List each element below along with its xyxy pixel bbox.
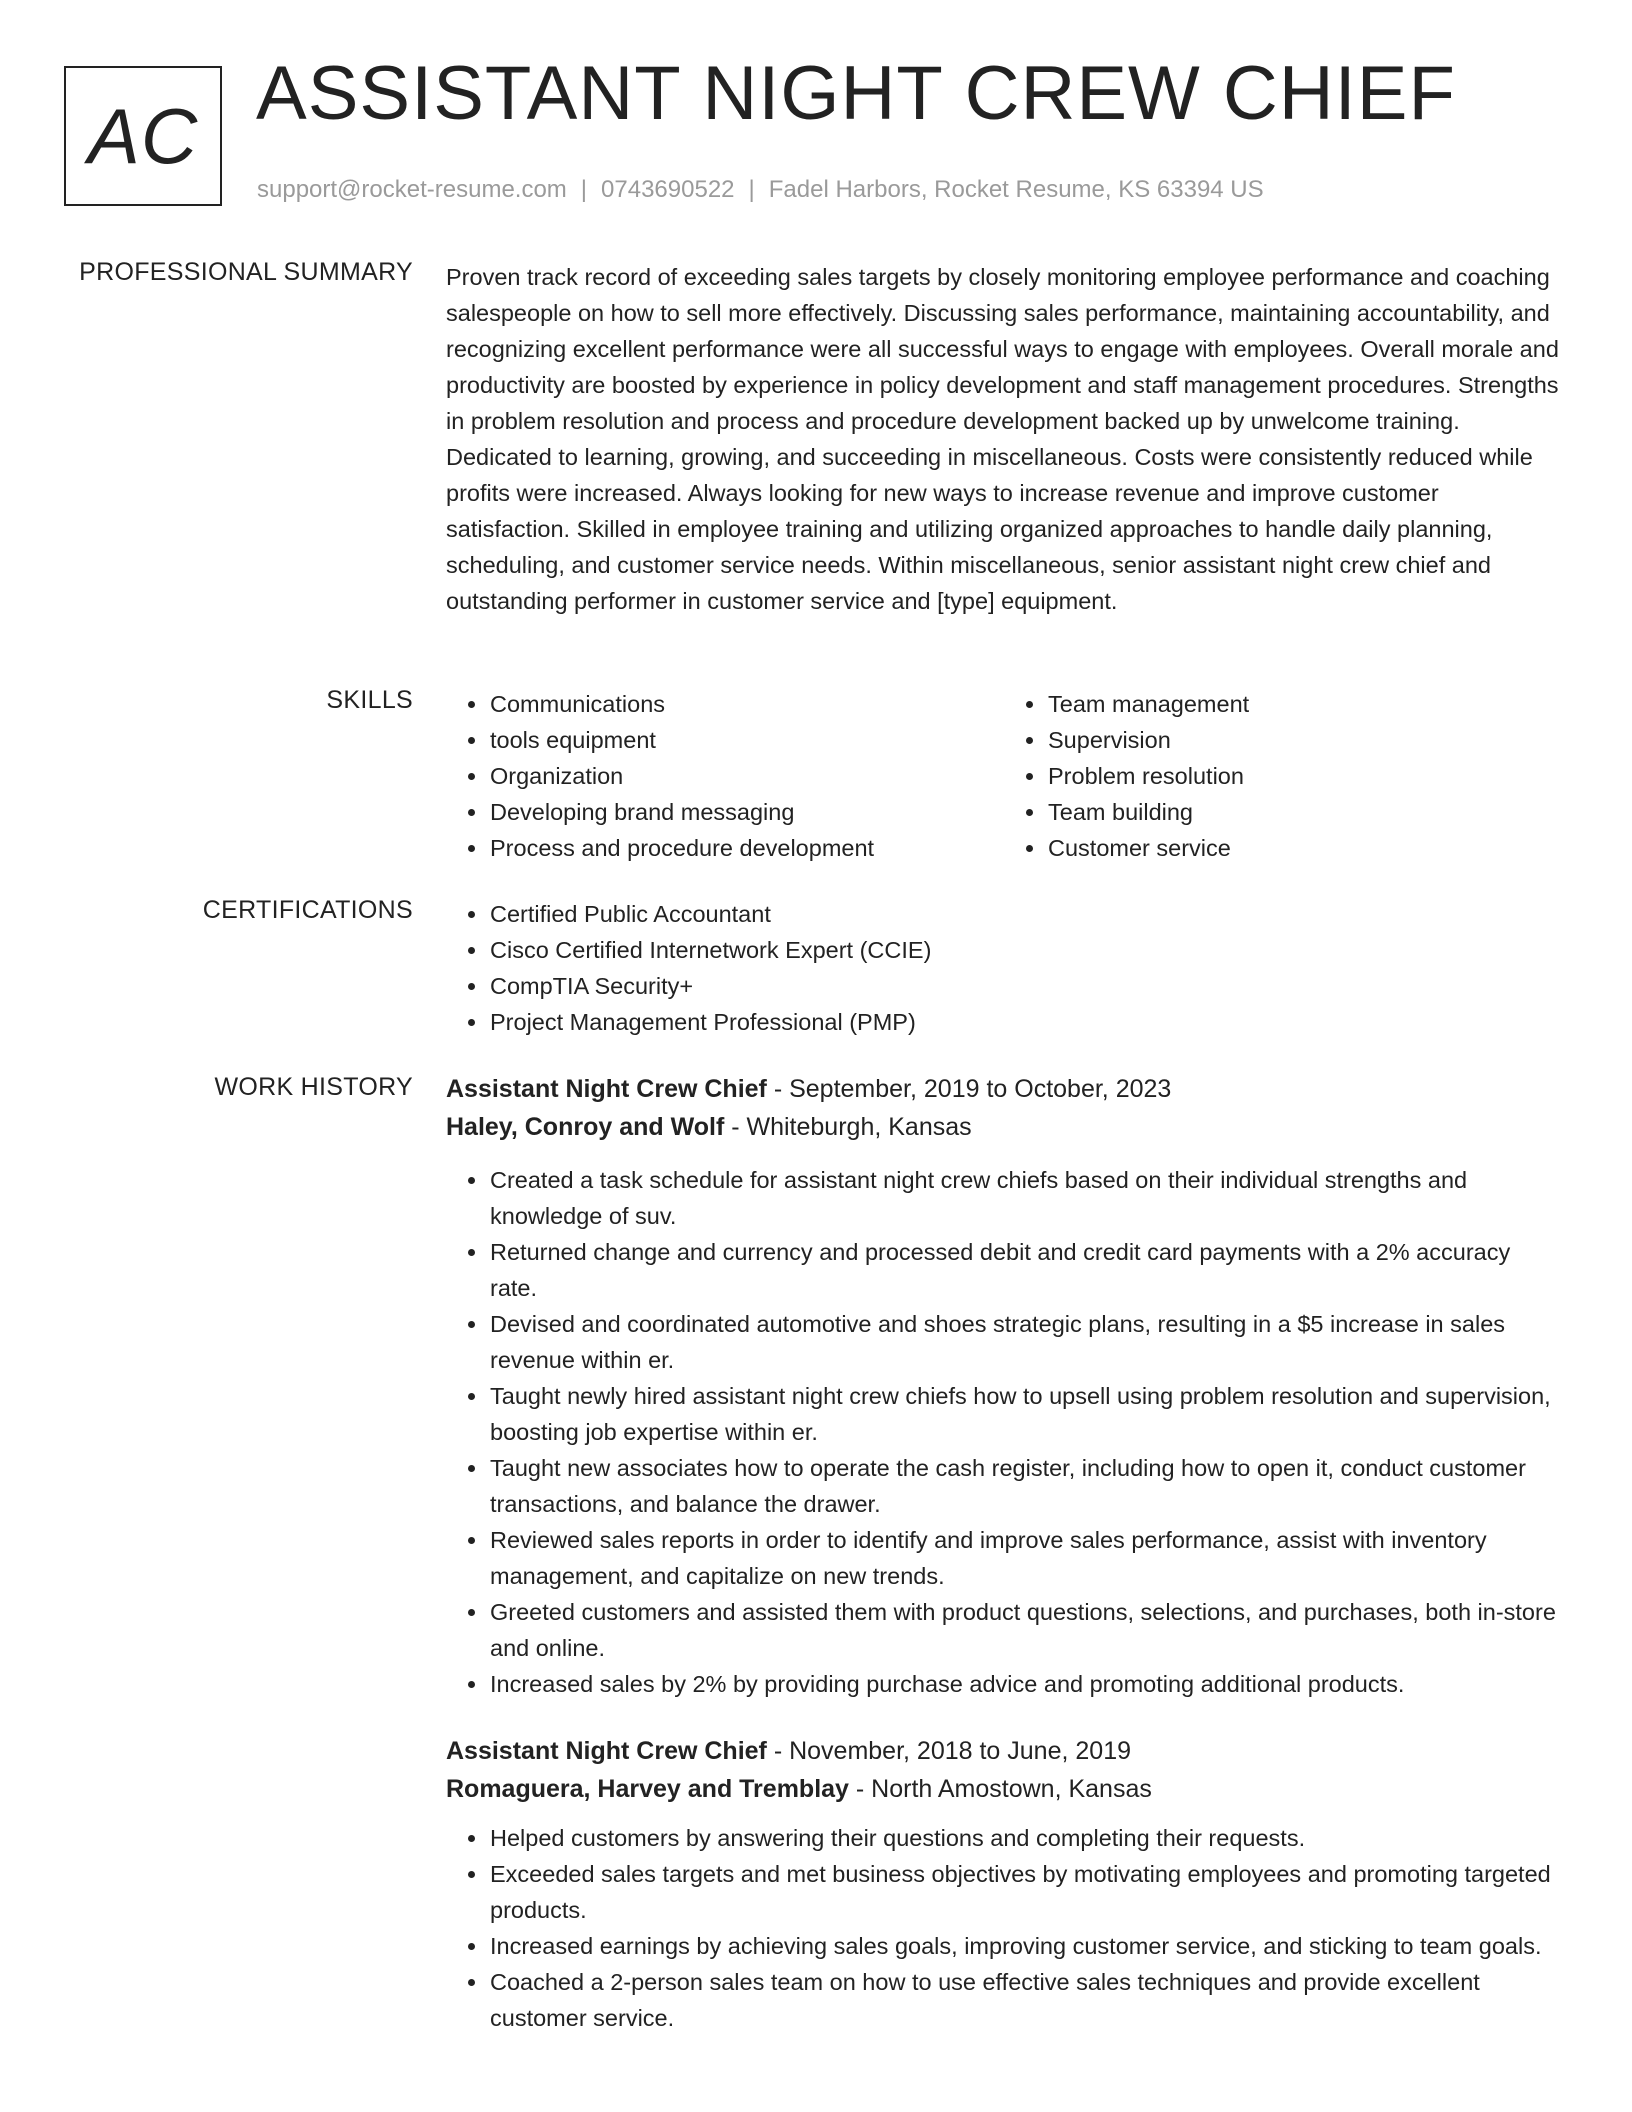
job-entry — [446, 1732, 1562, 2036]
job-bullet: • Increased sales by 2% by providing purchase advice and promoting additional products. — [489, 1666, 1562, 1702]
job-bullet: • Coached a 2-person sales team on how to use effective sales techniques and provide excellent customer service. — [489, 1964, 1562, 2036]
resume-name: ASSISTANT NIGHT CREW CHIEF — [256, 51, 1456, 136]
contact-address: Fadel Harbors, Rocket Resume, KS 63394 US — [768, 176, 1264, 203]
contact-email[interactable]: support@rocket-resume.com — [257, 176, 567, 203]
job-bullet: • Taught newly hired assistant night crew chiefs how to upsell using problem resolution and supervision, boosting job expertise within er. — [489, 1378, 1562, 1450]
skill-item: • Team building — [1047, 794, 1562, 830]
job-location: - North Amostown, Kansas — [848, 1775, 1152, 1803]
job-dates: - September, 2019 to October, 2023 — [766, 1075, 1172, 1103]
job-company-line — [446, 1770, 1562, 1808]
job-bullet: • Increased earnings by achieving sales goals, improving customer service, and sticking to team goals. — [489, 1928, 1562, 1964]
skill-item: • Problem resolution — [1047, 758, 1562, 794]
job-title-line — [446, 1732, 1562, 1770]
section-label-summary: PROFESSIONAL SUMMARY — [79, 258, 413, 286]
contact-separator: | — [748, 176, 755, 203]
job-bullet: • Exceeded sales targets and met business objectives by motivating employees and promoting targeted products. — [489, 1856, 1562, 1928]
contact-separator: | — [580, 176, 588, 203]
skill-item: • Communications — [489, 686, 1004, 722]
certification-item: • CompTIA Security+ — [489, 968, 1562, 1004]
job-company: Romaguera, Harvey and Tremblay — [446, 1775, 849, 1803]
job-bullet: • Devised and coordinated automotive and shoes strategic plans, resulting in a $5 increase in sales revenue within er. — [489, 1306, 1562, 1378]
contact-line — [257, 176, 1264, 204]
skill-item: • Organization — [489, 758, 1004, 794]
skill-item: • Team management — [1047, 686, 1562, 722]
job-dates: - November, 2018 to June, 2019 — [766, 1737, 1131, 1765]
monogram-logo — [64, 66, 222, 206]
job-bullet: • Reviewed sales reports in order to identify and improve sales performance, assist with inventory management, and capitalize on new trends. — [489, 1522, 1562, 1594]
job-title-line — [446, 1070, 1562, 1108]
skill-item: • Process and procedure development — [489, 830, 1004, 866]
skill-item: • Developing brand messaging — [489, 794, 1004, 830]
job-company: Haley, Conroy and Wolf — [446, 1113, 725, 1141]
skills-column-right — [1004, 686, 1562, 866]
certification-item: • Project Management Professional (PMP) — [489, 1004, 1562, 1040]
job-bullet-list — [446, 1820, 1562, 2036]
contact-phone[interactable]: 0743690522 — [601, 176, 735, 203]
skills-list — [446, 686, 1562, 866]
section-label-skills: SKILLS — [326, 686, 413, 714]
section-label-work-history: WORK HISTORY — [214, 1073, 413, 1101]
job-bullet: • Greeted customers and assisted them with product questions, selections, and purchases, both in-store and online. — [489, 1594, 1562, 1666]
job-entry — [446, 1070, 1562, 1702]
skills-column-left — [446, 686, 1004, 866]
job-title: Assistant Night Crew Chief — [446, 1737, 767, 1765]
job-bullet: • Helped customers by answering their questions and completing their requests. — [489, 1820, 1562, 1856]
skill-item: • Customer service — [1047, 830, 1562, 866]
job-bullet: • Created a task schedule for assistant night crew chiefs based on their individual strengths and knowledge of suv. — [489, 1162, 1562, 1234]
certification-item: • Cisco Certified Internetwork Expert (CCIE) — [489, 932, 1562, 968]
section-label-certifications: CERTIFICATIONS — [202, 896, 413, 924]
job-location: - Whiteburgh, Kansas — [724, 1113, 972, 1141]
job-title: Assistant Night Crew Chief — [446, 1075, 767, 1103]
job-bullet-list — [446, 1162, 1562, 1702]
skill-item: • Supervision — [1047, 722, 1562, 758]
job-company-line — [446, 1108, 1562, 1146]
summary-text: Proven track record of exceeding sales targets by closely monitoring employee performance and coaching salespeople on how to sell more effectively. Discussing sales performance, maintaining accountability, and recognizing excellent performance were all successful ways to engage with employees. Overall morale and productivity are boosted by experience in policy development and staff management procedures. Strengths in problem resolution and process and procedure development backed up by unwelcome training. Dedicated to learning, growing, and succeeding in miscellaneous. Costs were consistently reduced while profits were increased. Always looking for new ways to increase revenue and improve customer satisfaction. Skilled in employee training and utilizing organized approaches to handle daily planning, scheduling, and customer service needs. Within miscellaneous, senior assistant night crew chief and outstanding performer in customer service and [type] equipment. — [446, 264, 1559, 614]
certifications-list — [446, 896, 1562, 1040]
skill-item: • tools equipment — [489, 722, 1004, 758]
certification-item: • Certified Public Accountant — [489, 896, 1562, 932]
monogram-initials: AC — [87, 91, 199, 180]
job-bullet: • Taught new associates how to operate the cash register, including how to open it, conduct customer transactions, and balance the drawer. — [489, 1450, 1562, 1522]
job-bullet: • Returned change and currency and processed debit and credit card payments with a 2% accuracy rate. — [489, 1234, 1562, 1306]
